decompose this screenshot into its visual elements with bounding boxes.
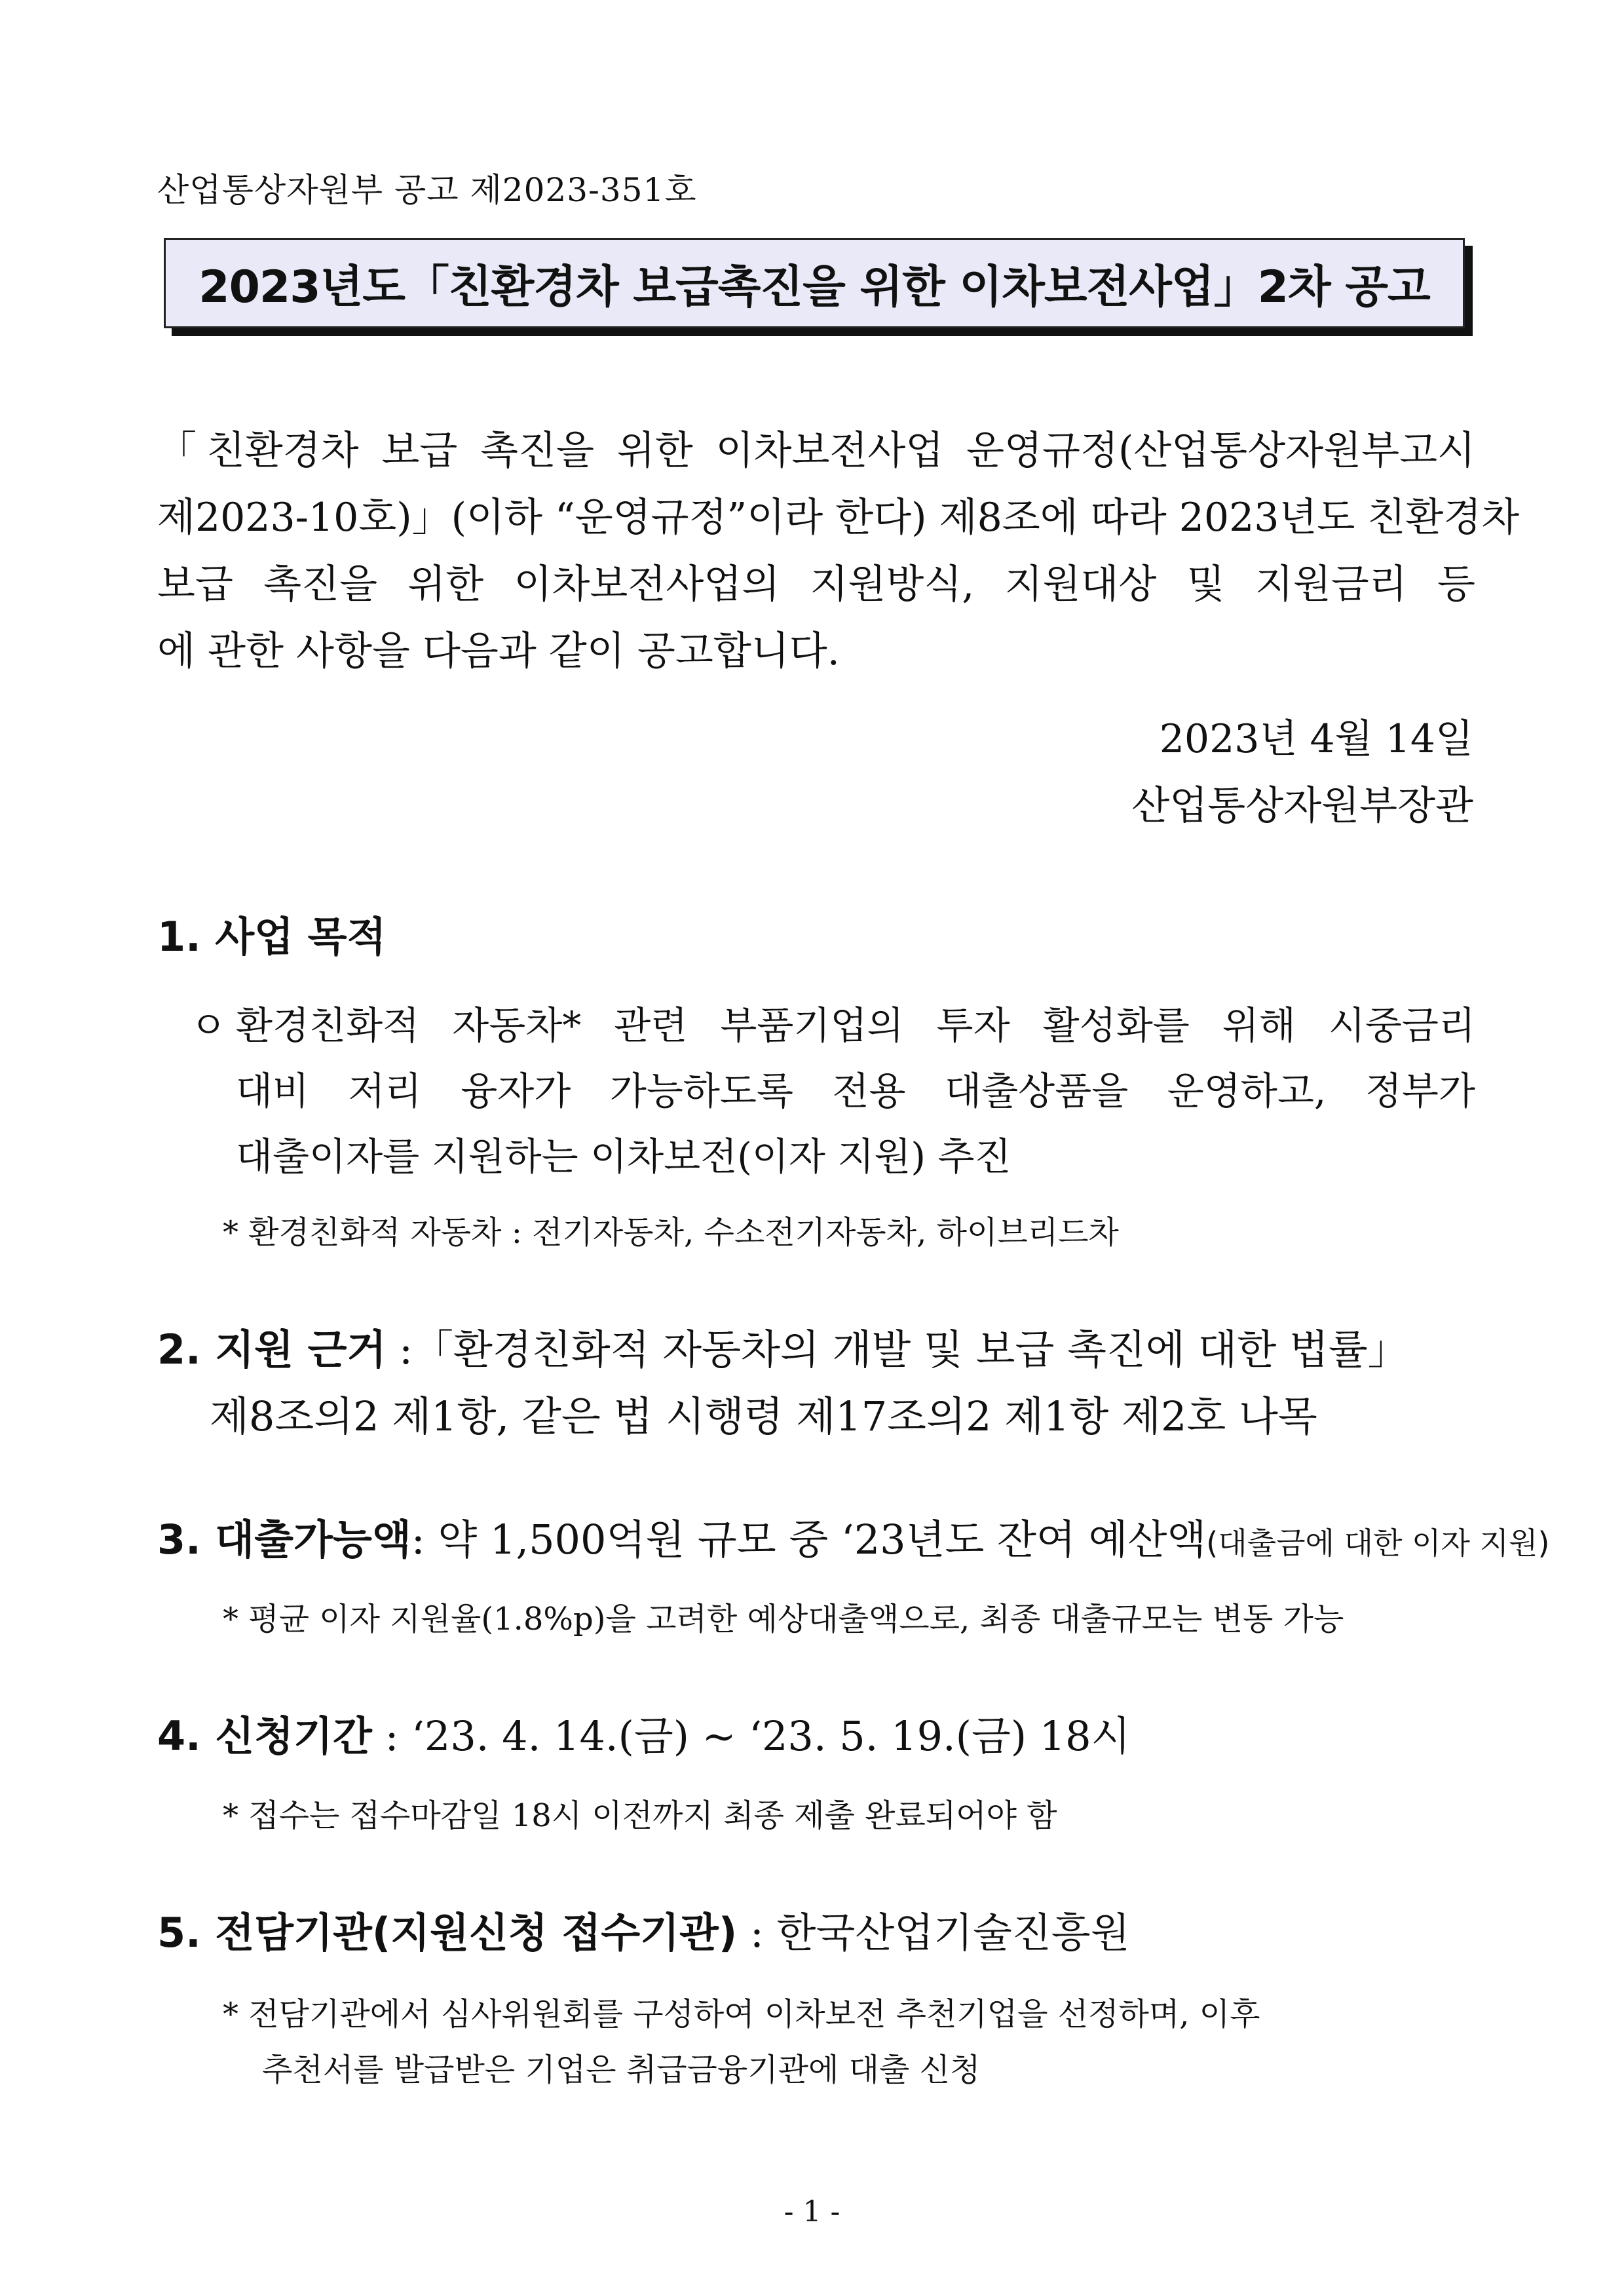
section-5-title: 5. 전담기관(지원신청 접수기관)	[157, 1909, 738, 1957]
section-1-bullet-line-1: 환경친화적 자동차* 관련 부품기업의 투자 활성화를 위해 시중금리	[236, 1003, 1475, 1048]
section-5-note-line-1: * 전담기관에서 심사위원회를 구성하여 이차보전 추천기업을 선정하며, 이후	[223, 1996, 1260, 2033]
intro-line-1: 「친환경차 보급 촉진을 위한 이차보전사업 운영규정(산업통상자원부고시	[157, 428, 1475, 474]
intro-line-4: 에 관한 사항을 다음과 같이 공고합니다.	[157, 628, 840, 674]
intro-line-3: 보급 촉진을 위한 이차보전사업의 지원방식, 지원대상 및 지원금리 등	[157, 562, 1475, 607]
section-3-amount-detail: (대출금에 대한 이자 지원)	[1206, 1525, 1550, 1561]
section-3-note: * 평균 이자 지원율(1.8%p)을 고려한 예상대출액으로, 최종 대출규모는 변동 가능	[223, 1601, 1344, 1637]
notice-number: 산업통상자원부 공고 제2023-351호	[157, 171, 697, 209]
section-5-note-line-2: 추천서를 발급받은 기업은 취급금융기관에 대출 신청	[262, 2052, 981, 2088]
section-3-line	[157, 1507, 1549, 1565]
section-5-line	[157, 1900, 1130, 1959]
section-3-title: 3. 대출가능액	[157, 1516, 411, 1563]
section-3-amount: : 약 1,500억원 규모 중 ‘23년도 잔여 예산액	[411, 1516, 1207, 1563]
section-1-note: * 환경친화적 자동차 : 전기자동차, 수소전기자동차, 하이브리드차	[223, 1214, 1119, 1251]
title-box	[164, 238, 1465, 328]
intro-line-2: 제2023-10호)」(이하 “운영규정”이라 한다) 제8조에 따라 2023년도 친환경차	[157, 495, 1520, 541]
document-title: 2023년도「친환경차 보급촉진을 위한 이차보전사업」2차 공고	[198, 261, 1430, 313]
section-2-basis: :「환경친화적 자동차의 개발 및 보급 촉진에 대한 법률」	[386, 1326, 1408, 1373]
notice-date: 2023년 4월 14일	[1159, 716, 1473, 762]
section-1-heading	[157, 904, 386, 963]
bullet-marker: ㅇ	[190, 1003, 227, 1048]
section-4-line	[157, 1704, 1131, 1762]
section-4-period: : ‘23. 4. 14.(금) ~ ‘23. 5. 19.(금) 18시	[371, 1712, 1131, 1760]
section-4-note: * 접수는 접수마감일 18시 이전까지 최종 제출 완료되어야 함	[223, 1797, 1057, 1834]
section-1-bullet-line-2: 대비 저리 융자가 가능하도록 전용 대출상품을 운영하고, 정부가	[236, 1069, 1475, 1113]
section-1-bullet-line-3: 대출이자를 지원하는 이차보전(이자 지원) 추진	[236, 1134, 1011, 1179]
section-1-title: 1. 사업 목적	[157, 913, 387, 961]
section-2-title: 2. 지원 근거	[157, 1326, 387, 1373]
issuer: 산업통상자원부장관	[1131, 783, 1473, 829]
page-number: - 1 -	[784, 2195, 840, 2229]
section-4-title: 4. 신청기간	[157, 1712, 372, 1760]
section-2-line-1	[157, 1317, 1475, 1375]
section-5-agency: : 한국산업기술진흥원	[737, 1909, 1130, 1957]
section-2-line-2: 제8조의2 제1항, 같은 법 시행령 제17조의2 제1항 제2호 나목	[210, 1392, 1317, 1440]
